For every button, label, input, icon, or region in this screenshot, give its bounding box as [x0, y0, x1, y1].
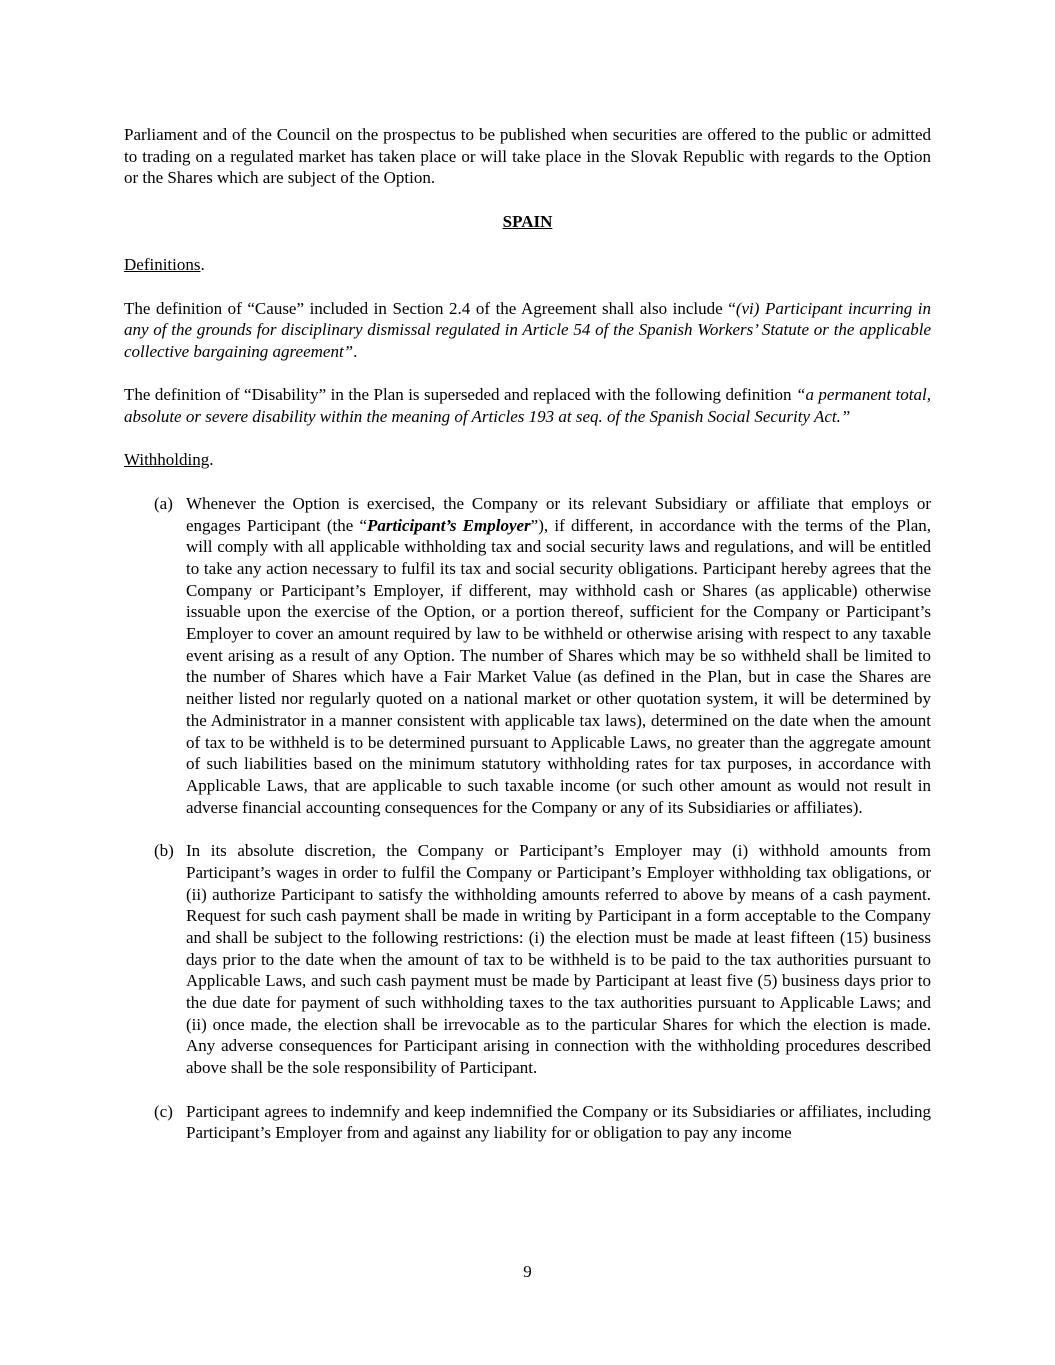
- cause-definition-paragraph: [124, 298, 931, 363]
- item-b-text: In its absolute discretion, the Company or Participant’s Employer may (i) withhold amounts from Participant’s wages in order to fulfil the Company or Participant’s Employer withholding tax obligations, or (ii) authorize Participant to satisfy the withholding amounts referred to above by means of a cash payment. Request for such cash payment shall be made in writing by Participant in a form acceptable to the Company and shall be subject to the following restrictions: (i) the election must be made at least fifteen (15) business days prior to the date when the amount of tax to be withheld is to be paid to the tax authorities pursuant to Applicable Laws, and such cash payment must be made by Participant at least five (5) business days prior to the due date for payment of such withholding taxes to the tax authorities pursuant to Applicable Laws; and (ii) once made, the election shall be irrevocable as to the particular Shares for which the election is made. Any adverse consequences for Participant arising in connection with the withholding procedures described above shall be the sole responsibility of Participant.: [186, 841, 931, 1078]
- definitions-heading-line: [124, 254, 931, 276]
- page-number: 9: [523, 1262, 532, 1281]
- withholding-heading: Withholding: [124, 450, 210, 470]
- disability-definition-prefix: The definition of “Disability” in the Plan is superseded and replaced with the following definition: [124, 385, 796, 405]
- list-marker-c: (c): [154, 1101, 173, 1121]
- cause-definition-prefix: The definition of “Cause” included in Section 2.4 of the Agreement shall also include “: [124, 298, 736, 318]
- withholding-heading-line: [124, 449, 931, 471]
- section-heading: SPAIN: [502, 211, 553, 231]
- disability-definition-quote: “a permanent total, absolute or severe disability within the meaning of Articles 193 at seq. of the Spanish Social Security Act.”: [124, 385, 931, 427]
- definitions-heading-period: .: [200, 255, 205, 275]
- list-marker-a: (a): [154, 493, 173, 513]
- item-c-text: Participant agrees to indemnify and keep indemnified the Company or its Subsidiaries or affiliates, including Participant’s Employer from and against any liability for or obligation to pay any income: [186, 1101, 931, 1143]
- cause-definition-quote: (vi) Participant incurring in any of the grounds for disciplinary dismissal regulated in Article 54 of the Spanish Workers’ Statute or the applicable collective bargaining agreement”: [124, 298, 931, 361]
- withholding-item-a: [124, 493, 931, 819]
- cause-definition-suffix: .: [353, 341, 358, 361]
- section-heading-container: [124, 211, 931, 233]
- withholding-heading-period: .: [209, 450, 214, 470]
- withholding-item-c: [124, 1101, 931, 1144]
- definitions-heading: Definitions: [124, 255, 201, 275]
- list-marker-b: (b): [154, 841, 174, 861]
- participants-employer-term: Participant’s Employer: [367, 515, 531, 535]
- page-body: [124, 124, 931, 1166]
- intro-paragraph: Parliament and of the Council on the prospectus to be published when securities are offered to the public or admitted to trading on a regulated market has taken place or will take place in the Slovak Republic with regards to the Option or the Shares which are subject of the Option.: [124, 125, 931, 188]
- item-a-text-after: ”), if different, in accordance with the terms of the Plan, will comply with all applicable withholding tax and social security laws and regulations, and will be entitled to take any action necessary to fulfil its tax and social security obligations. Participant hereby agrees that the Company or Participant’s Employer, if different, may withhold cash or Shares (as applicable) otherwise issuable upon the exercise of the Option, or a portion thereof, sufficient for the Company or Participant’s Employer to cover an amount required by law to be withheld or otherwise arising with respect to any taxable event arising as a result of any Option. The number of Shares which may be so withheld shall be limited to the number of Shares which have a Fair Market Value (as defined in the Plan, but in case the Shares are neither listed nor regularly quoted on a national market or other quotation system, it will be determined by the Administrator in a manner consistent with applicable tax laws), determined on the date when the amount of tax to be withheld is to be determined pursuant to Applicable Laws, no greater than the aggregate amount of such liabilities based on the minimum statutory withholding rates for tax purposes, in accordance with Applicable Laws, that are applicable to such taxable income (or such other amount as would not result in adverse financial accounting consequences for the Company or any of its Subsidiaries or affiliates).: [186, 515, 932, 817]
- item-a-text-before: Whenever the Option is exercised, the Company or its relevant Subsidiary or affiliate that employs or engages Participant (the “: [186, 493, 931, 535]
- withholding-item-b: [124, 840, 931, 1079]
- disability-definition-paragraph: [124, 384, 931, 427]
